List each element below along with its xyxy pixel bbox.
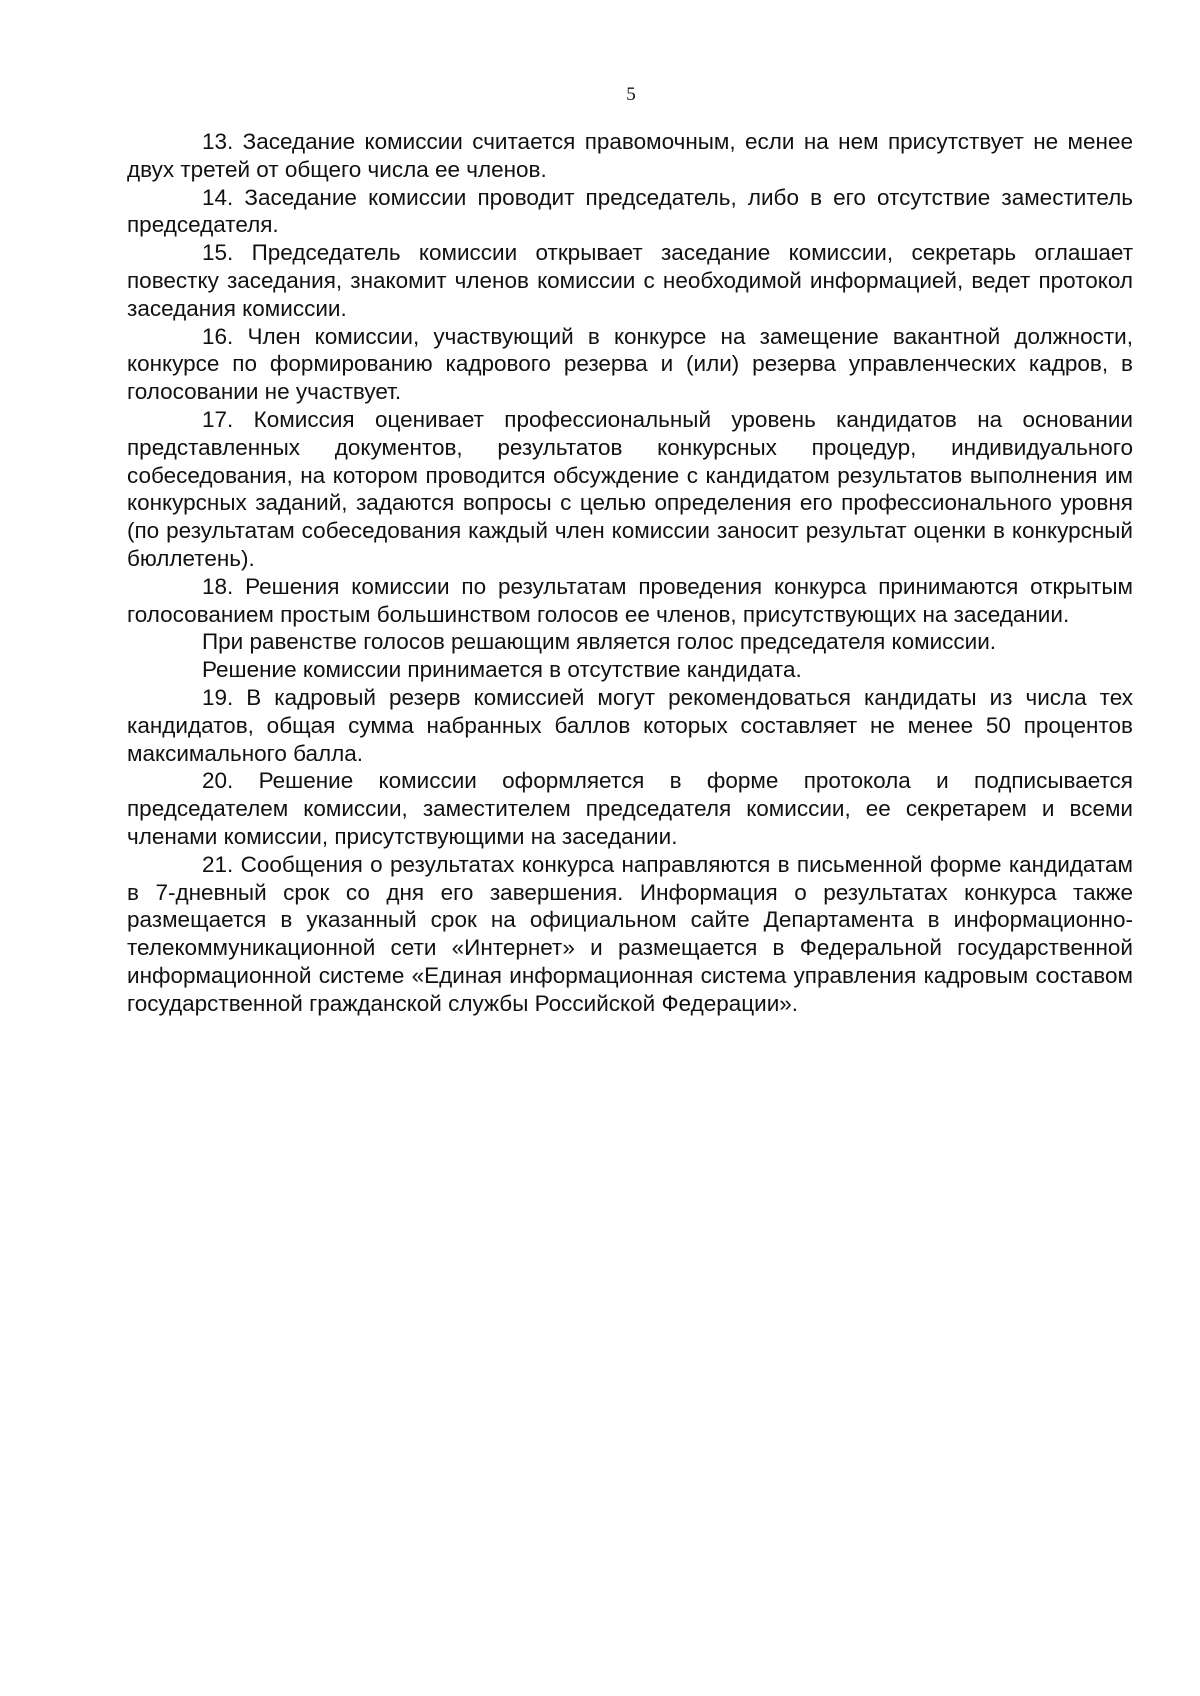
paragraph-15: 15. Председатель комиссии открывает заседание комиссии, секретарь оглашает повестку заседания, знакомит членов комиссии с необходимой информацией, ведет протокол заседания комиссии. (127, 240, 1133, 321)
paragraph-21: 21. Сообщения о результатах конкурса направляются в письменной форме кандидатам в 7-дневный срок со дня его завершения. Информация о результатах конкурса также размещается в указанный срок на официальном сайте Департамента в информационно-телекоммуникационной сети «Интернет» и размещается в Федеральной государственной информационной системе «Единая информационная система управления кадровым составом государственной гражданской службы Российской Федерации». (127, 851, 1133, 1016)
paragraph-19: 19. В кадровый резерв комиссией могут рекомендоваться кандидаты из числа тех кандидатов, общая сумма набранных баллов которых составляет не менее 50 процентов максимального балла. (127, 684, 1133, 766)
paragraph-18: 18. Решения комиссии по результатам проведения конкурса принимаются открытым голосованием простым большинством голосов ее членов, присутствующих на заседании. (127, 573, 1133, 627)
paragraph-13: 13. Заседание комиссии считается правомочным, если на нем присутствует не менее двух третей от общего числа ее членов. (127, 129, 1133, 182)
paragraph-20: 20. Решение комиссии оформляется в форме протокола и подписывается председателем комиссии, заместителем председателя комиссии, ее секретарем и всеми членами комиссии, присутствующими на заседании. (127, 768, 1133, 849)
paragraph-18-absence: Решение комиссии принимается в отсутствие кандидата. (202, 657, 802, 683)
paragraph-14: 14. Заседание комиссии проводит председатель, либо в его отсутствие заместитель председателя. (127, 184, 1133, 238)
page-number: 5 (626, 84, 636, 105)
paragraph-18-tie-vote: При равенстве голосов решающим является голос председателя комиссии. (202, 629, 997, 655)
paragraph-16: 16. Член комиссии, участвующий в конкурсе на замещение вакантной должности, конкурсе по формированию кадрового резерва и (или) резерва управленческих кадров, в голосовании не участвует. (127, 323, 1133, 405)
document-body (127, 128, 1133, 1018)
paragraph-17: 17. Комиссия оценивает профессиональный уровень кандидатов на основании представленных документов, результатов конкурсных процедур, индивидуального собеседования, на котором проводится обсуждение с кандидатом результатов выполнения им конкурсных заданий, задаются вопросы с целью определения его профессионального уровня (по результатам собеседования каждый член комиссии заносит результат оценки в конкурсный бюллетень). (127, 406, 1133, 571)
